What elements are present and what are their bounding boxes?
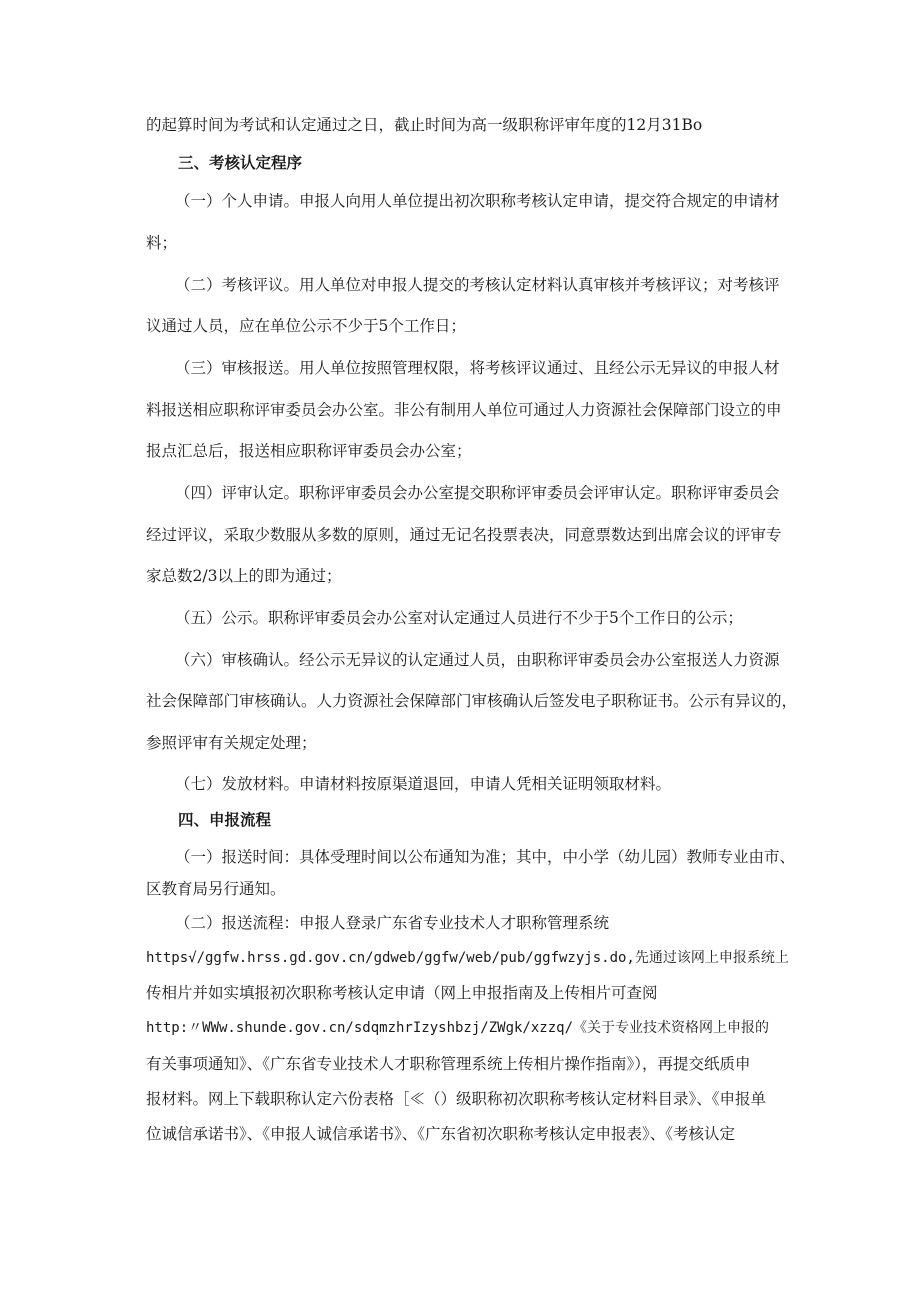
paragraph-line: 议通过人员，应在单位公示不少于5个工作日； bbox=[146, 317, 466, 335]
paragraph-line: （六）审核确认。经公示无异议的认定通过人员，由职称评审委员会办公室报送人力资源 bbox=[175, 651, 780, 669]
paragraph-line: （一）报送时间：具体受理时间以公布通知为准；其中，中小学（幼儿园）教师专业由市、 bbox=[175, 848, 796, 866]
url-line: http:〃WWw.shunde.gov.cn/sdqmzhrIzyshbzj/ZWgk/xzzq/《关于专业技术资格网上申报的 bbox=[146, 1020, 770, 1036]
section-heading: 四、申报流程 bbox=[178, 810, 272, 829]
url-line: https√/ggfw.hrss.gd.gov.cn/gdweb/ggfw/web/pub/ggfwzyjs.do,先通过该网上申报系统上 bbox=[146, 950, 789, 966]
paragraph-line: （一）个人申请。申报人向用人单位提出初次职称考核认定申请，提交符合规定的申请材 bbox=[175, 192, 780, 210]
paragraph-line: 报材料。网上下载职称认定六份表格［≪（）级职称初次职称考核认定材料目录》、《申报单 bbox=[146, 1090, 767, 1108]
paragraph-line: （七）发放材料。申请材料按原渠道退回，申请人凭相关证明领取材料。 bbox=[175, 775, 672, 793]
paragraph-line: 区教育局另行通知。 bbox=[146, 880, 286, 898]
paragraph-line: 料报送相应职称评审委员会办公室。非公有制用人单位可通过人力资源社会保障部门设立的申 bbox=[146, 401, 782, 419]
paragraph-line: 位诚信承诺书》、《申报人诚信承诺书》、《广东省初次职称考核认定申报表》、《考核认定 bbox=[146, 1125, 736, 1143]
paragraph-line: 经过评议，采取少数服从多数的原则，通过无记名投票表决，同意票数达到出席会议的评审专 bbox=[146, 526, 782, 544]
paragraph-line: 家总数2/3以上的即为通过； bbox=[146, 567, 342, 585]
paragraph-line: 有关事项通知》、《广东省专业技术人才职称管理系统上传相片操作指南》），再提交纸质申 bbox=[146, 1055, 751, 1073]
paragraph-line: 社会保障部门审核确认。人力资源社会保障部门审核确认后签发电子职称证书。公示有异议的， bbox=[146, 692, 798, 710]
section-heading: 三、考核认定程序 bbox=[178, 153, 303, 172]
paragraph-line: 报点汇总后，报送相应职称评审委员会办公室； bbox=[146, 442, 472, 460]
paragraph-line: 传相片并如实填报初次职称考核认定申请（网上申报指南及上传相片可查阅 bbox=[146, 984, 658, 1002]
paragraph-line: （二）考核评议。用人单位对申报人提交的考核认定材料认真审核并考核评议；对考核评 bbox=[175, 276, 780, 294]
paragraph-line: 参照评审有关规定处理； bbox=[146, 734, 317, 752]
paragraph-line: （五）公示。职称评审委员会办公室对认定通过人员进行不少于5个工作日的公示； bbox=[175, 609, 743, 627]
paragraph-line: （二）报送流程：申报人登录广东省专业技术人才职称管理系统 bbox=[175, 914, 610, 932]
paragraph-line: （四）评审认定。职称评审委员会办公室提交职称评审委员会评审认定。职称评审委员会 bbox=[175, 484, 780, 502]
paragraph-line: 的起算时间为考试和认定通过之日，截止时间为高一级职称评审年度的12月31Bo bbox=[146, 116, 703, 134]
paragraph-line: （三）审核报送。用人单位按照管理权限，将考核评议通过、且经公示无异议的申报人材 bbox=[175, 359, 780, 377]
paragraph-line: 料； bbox=[146, 234, 178, 252]
